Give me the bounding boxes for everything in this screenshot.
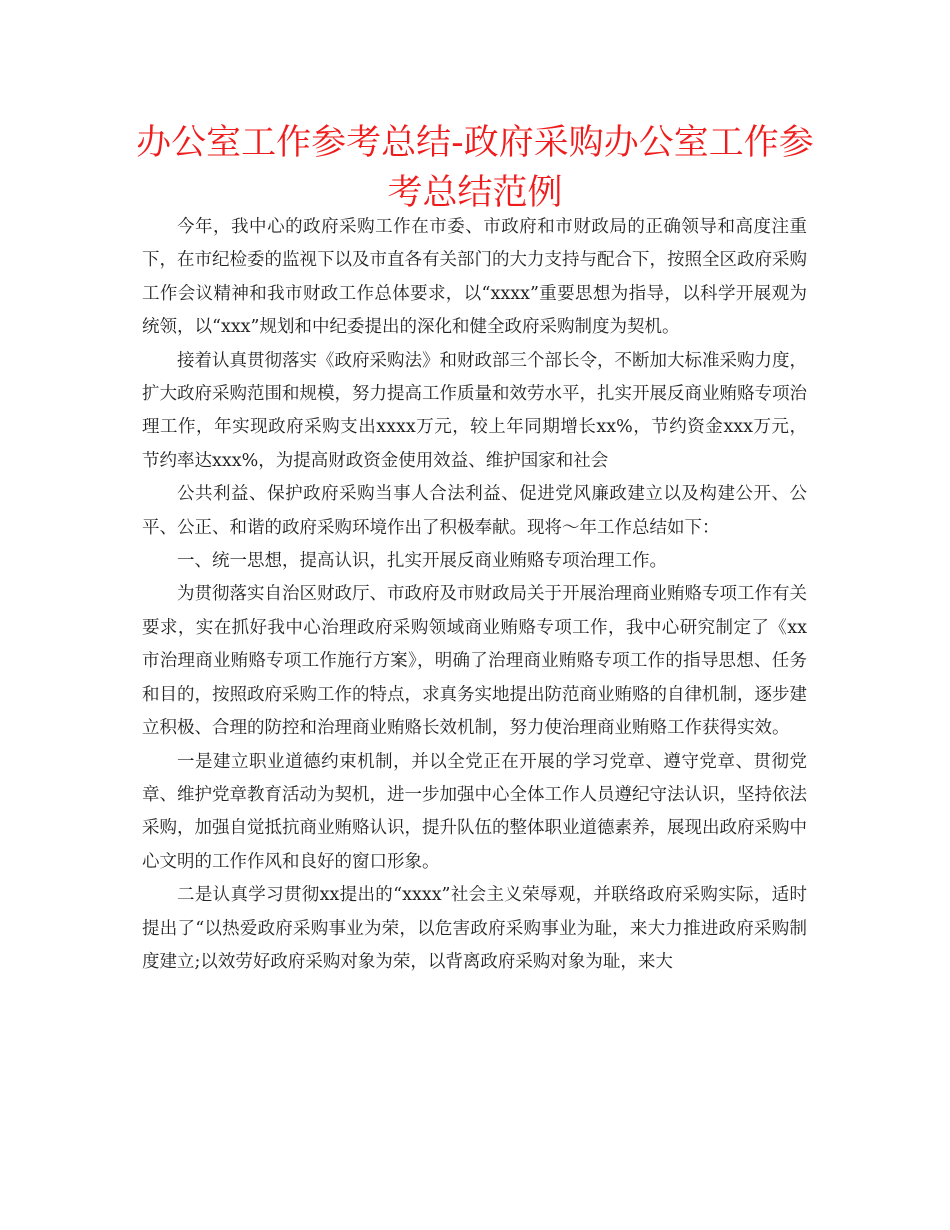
paragraph-3: 公共利益、保护政府采购当事人合法利益、促进党风廉政建立以及构建公开、公平、公正、和谐的政府采购环境作出了积极奉献。现将～年工作总结如下：: [142, 484, 807, 538]
document-body: [142, 211, 807, 979]
section-heading-1: 一、统一思想，提高认识，扎实开展反商业贿赂专项治理工作。: [177, 551, 667, 572]
paragraph-1: 今年，我中心的政府采购工作在市委、市政府和市财政局的正确领导和高度注重下，在市纪检委的监视下以及市直各有关部门的大力支持与配合下，按照全区政府采购工作会议精神和我市财政工作总体要求，以“xxxx”重要思想为指导，以科学开展观为统领，以“xxx”规划和中纪委提出的深化和健全政府采购制度为契机。: [142, 217, 807, 338]
paragraph-6: 二是认真学习贯彻xx提出的“xxxx”社会主义荣辱观，并联络政府采购实际，适时提出了“以热爱政府采购事业为荣，以危害政府采购事业为耻，来大力推进政府采购制度建立;以效劳好政府采购对象为荣，以背离政府采购对象为耻，来大: [142, 885, 807, 972]
paragraph-4: 为贯彻落实自治区财政厅、市政府及市财政局关于开展治理商业贿赂专项工作有关要求，实在抓好我中心治理政府采购领域商业贿赂专项工作，我中心研究制定了《xx市治理商业贿赂专项工作施行方案》，明确了治理商业贿赂专项工作的指导思想、任务和目的，按照政府采购工作的特点，求真务实地提出防范商业贿赂的自律机制，逐步建立积极、合理的防控和治理商业贿赂长效机制，努力使治理商业贿赂工作获得实效。: [142, 584, 807, 739]
paragraph-5: 一是建立职业道德约束机制，并以全党正在开展的学习党章、遵守党章、贯彻党章、维护党章教育活动为契机，进一步加强中心全体工作人员遵纪守法认识，坚持依法采购，加强自觉抵抗商业贿赂认识，提升队伍的整体职业道德素养，展现出政府采购中心文明的工作作风和良好的窗口形象。: [142, 751, 807, 872]
document-title: 办公室工作参考总结-政府采购办公室工作参考总结范例: [136, 123, 814, 213]
paragraph-2: 接着认真贯彻落实《政府采购法》和财政部三个部长令，不断加大标准采购力度，扩大政府采购范围和规模，努力提高工作质量和效劳水平，扎实开展反商业贿赂专项治理工作，年实现政府采购支出xxxx万元，较上年同期增长xx%，节约资金xxx万元，节约率达xxx%，为提高财政资金使用效益、维护国家和社会: [142, 350, 807, 471]
